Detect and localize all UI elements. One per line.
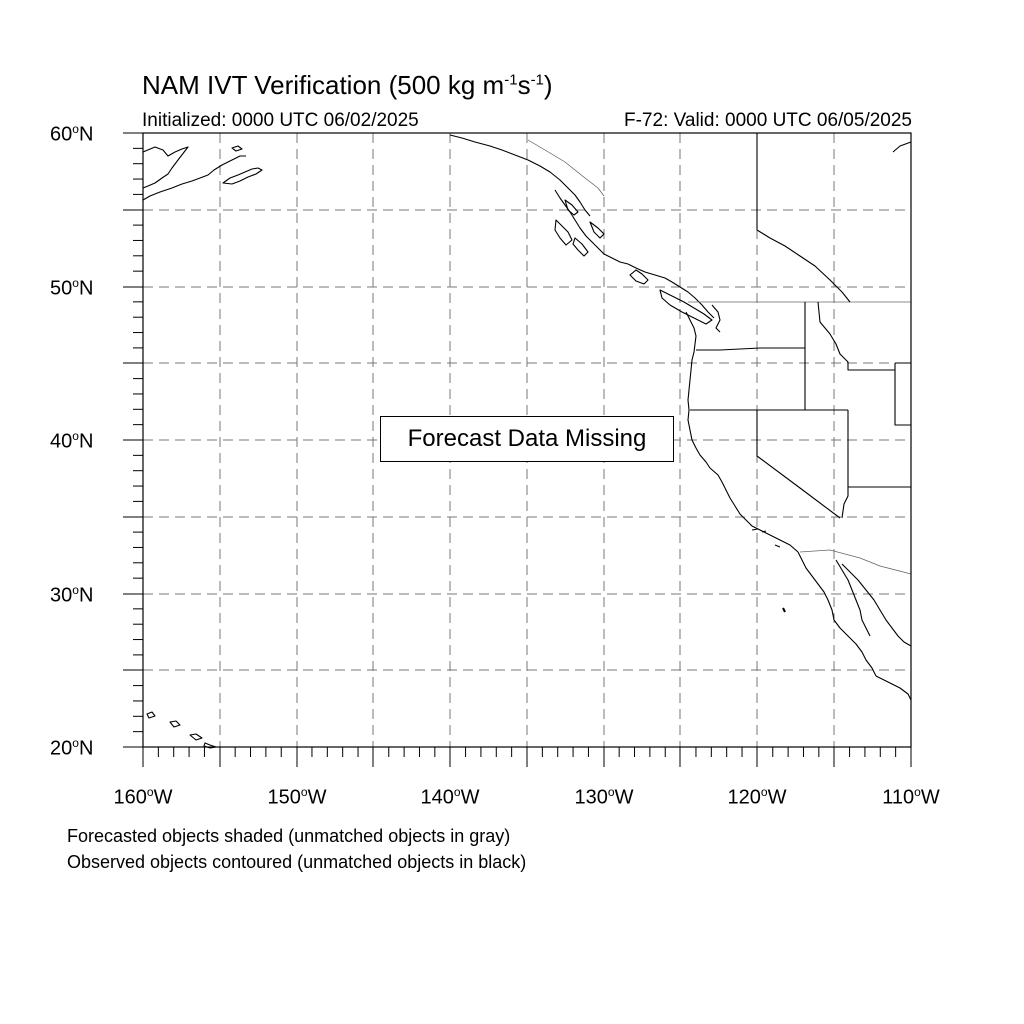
- gulf-of-alaska-coast: [450, 135, 590, 216]
- mexico-coast: [842, 564, 911, 646]
- alaska-small-island: [232, 146, 242, 151]
- lon-label-120w: 120$^o$W: [727, 785, 787, 809]
- ca-nv-border: [757, 410, 840, 518]
- lat-label-20: 20$^o$N: [50, 736, 94, 760]
- us-mexico-border: [800, 550, 911, 574]
- isla-guadalupe: [783, 608, 785, 612]
- baja-inner-coast: [836, 560, 870, 636]
- lon-label-160w: 160$^o$W: [113, 785, 173, 809]
- lon-label-140w: 140$^o$W: [420, 785, 480, 809]
- initialized-time: Initialized: 0000 UTC 06/02/2025: [142, 110, 419, 131]
- hawaii-oahu: [170, 721, 180, 727]
- idaho-border: [818, 302, 895, 370]
- alexander-islands-1: [555, 220, 572, 245]
- bc-coast: [628, 264, 714, 318]
- lat-label-50: 50$^o$N: [50, 276, 94, 300]
- lat-label-40: 40$^o$N: [50, 429, 94, 453]
- bc-alberta-border: [757, 230, 850, 302]
- hawaii-kauai: [147, 712, 155, 718]
- alexander-islands-4: [590, 222, 604, 238]
- baja-gulf-coast: [834, 620, 876, 676]
- mt-wy-border: [895, 363, 911, 425]
- nv-az-border: [842, 410, 848, 518]
- canada-alaska-border: [528, 140, 604, 196]
- alaska-coast: [143, 147, 188, 188]
- kodiak-island: [223, 168, 262, 184]
- lon-label-130w: 130$^o$W: [574, 785, 634, 809]
- baja-pacific-coast: [798, 552, 834, 620]
- valid-time: F-72: Valid: 0000 UTC 06/05/2025: [624, 110, 912, 131]
- mexico-coast-south: [876, 676, 911, 700]
- lon-label-110w: 110$^o$W: [882, 785, 940, 809]
- observed-objects-note: Observed objects contoured (unmatched objects in black): [67, 852, 527, 872]
- wa-or-border: [696, 348, 805, 350]
- hudson-bay-edge: [893, 142, 911, 152]
- oregon-coast: [688, 344, 695, 410]
- lat-label-30: 30$^o$N: [50, 583, 94, 607]
- map-title: NAM IVT Verification (500 kg $m^{-1}s^{-1}$): [142, 70, 553, 100]
- forecast-objects-note: Forecasted objects shaded (unmatched objects in gray): [67, 826, 511, 846]
- lat-label-60: 60$^o$N: [50, 122, 94, 146]
- california-coast: [688, 410, 798, 552]
- forecast-missing-message: Forecast Data Missing: [380, 416, 674, 462]
- puget-sound: [712, 305, 720, 332]
- alexander-islands-2: [573, 238, 588, 256]
- hawaii-maui: [190, 734, 202, 740]
- alexander-islands-3: [565, 200, 578, 215]
- lon-label-150w: 150$^o$W: [267, 785, 327, 809]
